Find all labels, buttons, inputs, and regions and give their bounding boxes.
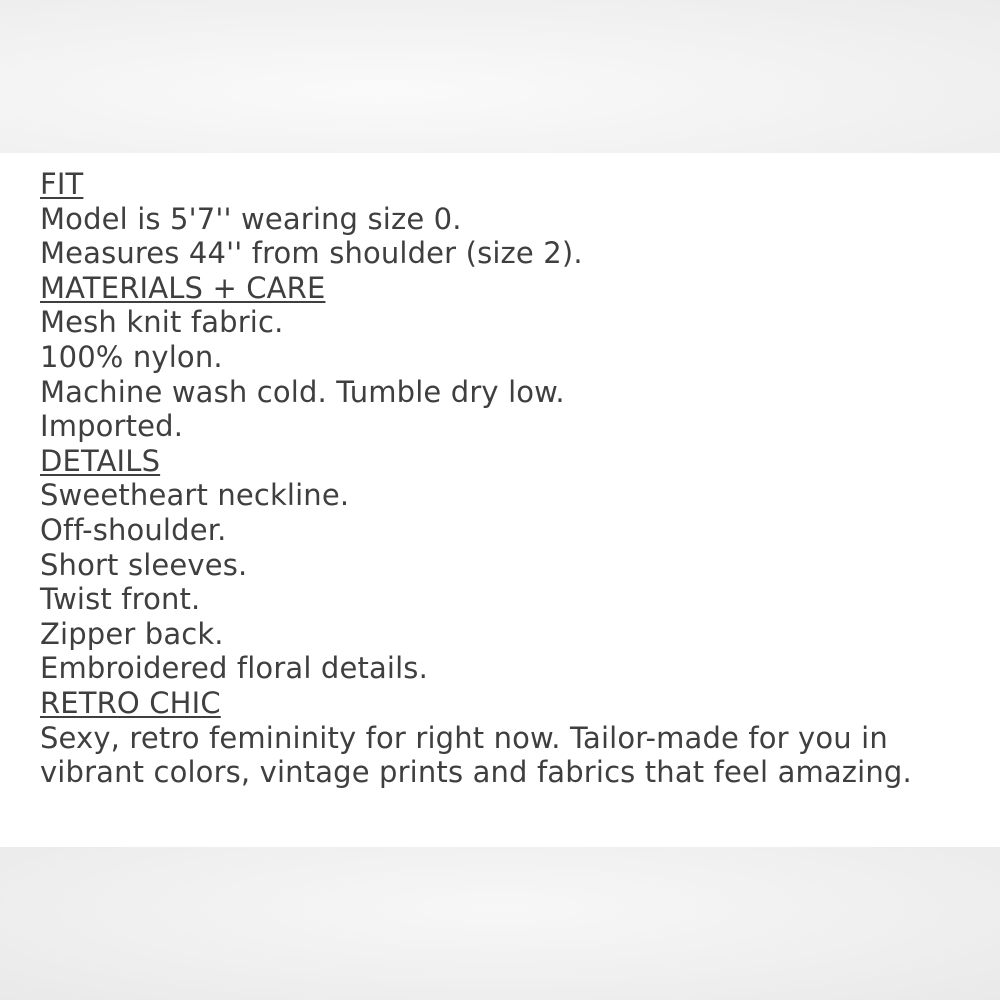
details-line-front: Twist front. bbox=[40, 582, 201, 617]
materials-care-heading: MATERIALS + CARE bbox=[40, 270, 326, 305]
fit-section bbox=[40, 167, 980, 271]
details-heading: DETAILS bbox=[40, 443, 161, 478]
fit-heading: FIT bbox=[40, 167, 84, 201]
details-line-shoulder: Off-shoulder. bbox=[40, 512, 227, 547]
fit-line-model: Model is 5'7'' wearing size 0. bbox=[40, 201, 462, 236]
materials-line-composition: 100% nylon. bbox=[40, 339, 223, 374]
materials-line-care: Machine wash cold. Tumble dry low. bbox=[40, 374, 565, 409]
retro-chic-description: Sexy, retro femininity for right now. Tailor-made for you in vibrant colors, vintage prints and fabrics that feel amazing. bbox=[40, 720, 912, 790]
details-section bbox=[40, 444, 980, 686]
details-line-sleeves: Short sleeves. bbox=[40, 547, 248, 582]
materials-line-fabric: Mesh knit fabric. bbox=[40, 305, 284, 340]
top-background bbox=[0, 0, 1000, 153]
product-details-text bbox=[40, 167, 980, 790]
details-line-back: Zipper back. bbox=[40, 616, 224, 651]
bottom-background bbox=[0, 847, 1000, 1000]
fit-line-measures: Measures 44'' from shoulder (size 2). bbox=[40, 236, 583, 271]
details-line-neckline: Sweetheart neckline. bbox=[40, 478, 350, 513]
details-line-embroidery: Embroidered floral details. bbox=[40, 651, 428, 686]
materials-care-section bbox=[40, 271, 980, 444]
materials-line-origin: Imported. bbox=[40, 409, 184, 444]
retro-chic-section bbox=[40, 686, 980, 790]
retro-chic-heading: RETRO CHIC bbox=[40, 685, 221, 720]
